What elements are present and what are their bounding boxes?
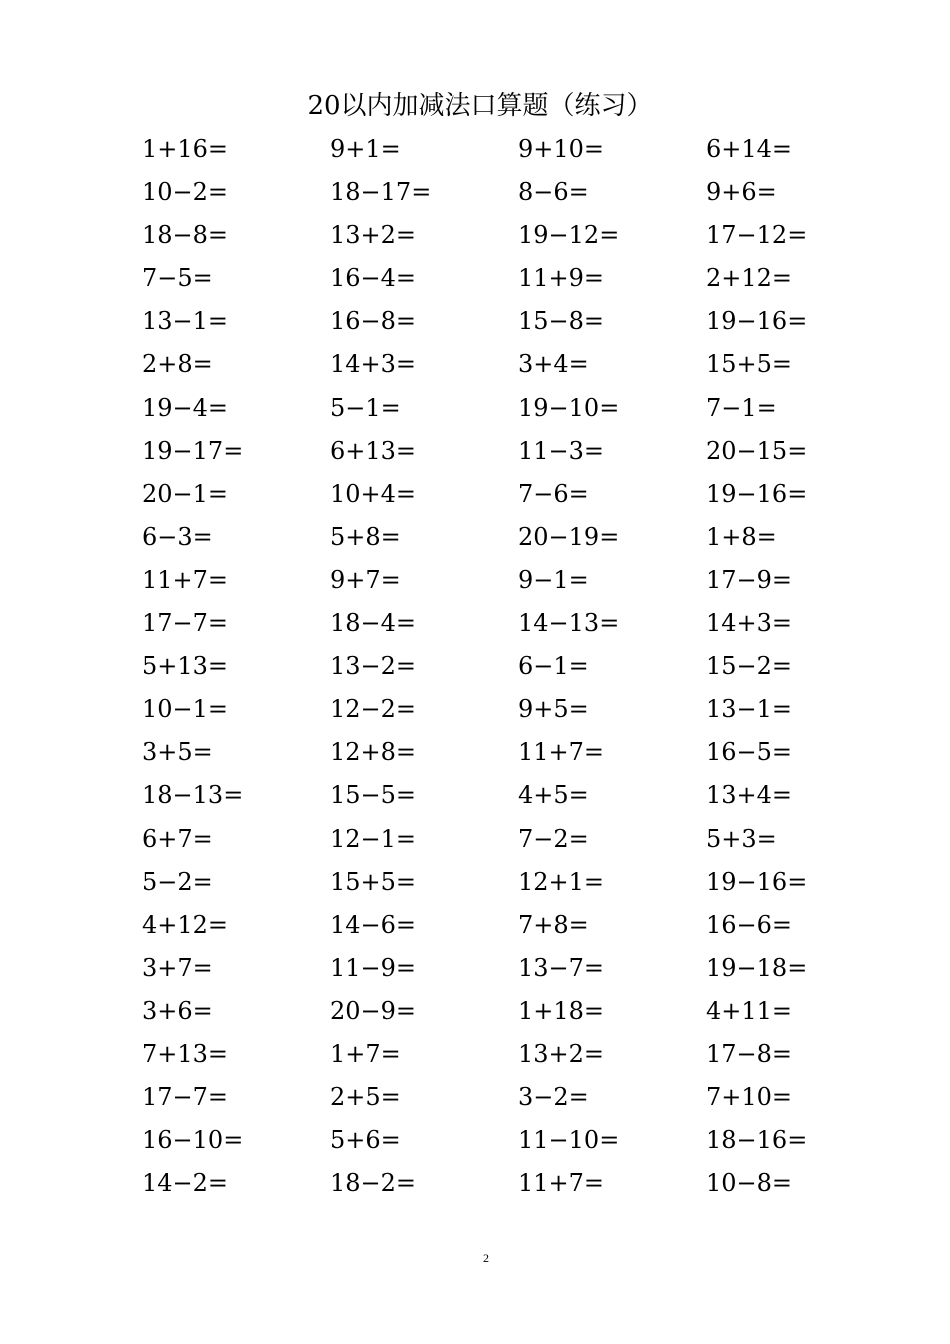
problem-cell: 2+12= bbox=[706, 264, 793, 293]
problem-cell: 7−1= bbox=[706, 393, 777, 422]
problem-cell: 16−5= bbox=[706, 738, 793, 767]
problem-cell: 12−2= bbox=[330, 695, 417, 724]
problem-cell: 2+8= bbox=[142, 350, 213, 379]
problem-cell: 3+6= bbox=[142, 996, 213, 1025]
problem-cell: 17−9= bbox=[706, 565, 793, 594]
problem-cell: 3+4= bbox=[518, 350, 589, 379]
problem-cell: 17−7= bbox=[142, 1083, 229, 1112]
problem-cell: 20−19= bbox=[518, 522, 620, 551]
problem-cell: 5−2= bbox=[142, 867, 213, 896]
problem-cell: 11−9= bbox=[330, 953, 417, 982]
problem-cell: 15−2= bbox=[706, 652, 793, 681]
problem-cell: 5+6= bbox=[330, 1126, 401, 1155]
problem-cell: 9+10= bbox=[518, 135, 605, 163]
problem-cell: 16−6= bbox=[706, 910, 793, 939]
problem-cell: 10−1= bbox=[142, 695, 229, 724]
problem-cell: 19−16= bbox=[706, 867, 808, 896]
problem-cell: 19−16= bbox=[706, 307, 808, 336]
problem-cell: 9+1= bbox=[330, 135, 401, 163]
problem-cell: 6−3= bbox=[142, 522, 213, 551]
problem-cell: 13+2= bbox=[518, 1039, 605, 1068]
problem-cell: 19−18= bbox=[706, 953, 808, 982]
problem-cell: 5+13= bbox=[142, 652, 229, 681]
problem-cell: 11−3= bbox=[518, 436, 605, 465]
page-title: 20以内加减法口算题（练习） bbox=[307, 91, 653, 121]
problem-cell: 4+11= bbox=[706, 996, 793, 1025]
problem-cell: 13−7= bbox=[518, 953, 605, 982]
problem-cell: 4+5= bbox=[518, 781, 589, 810]
problem-cell: 17−7= bbox=[142, 609, 229, 638]
problem-cell: 2+5= bbox=[330, 1083, 401, 1112]
problem-cell: 19−16= bbox=[706, 479, 808, 508]
problem-cell: 17−8= bbox=[706, 1039, 793, 1068]
problem-cell: 11−10= bbox=[518, 1126, 620, 1155]
problem-cell: 18−16= bbox=[706, 1126, 808, 1155]
problem-cell: 20−15= bbox=[706, 436, 808, 465]
problem-cell: 7+10= bbox=[706, 1083, 793, 1112]
problem-cell: 1+16= bbox=[142, 135, 229, 163]
problem-cell: 5+3= bbox=[706, 824, 777, 853]
problem-cell: 19−17= bbox=[142, 436, 244, 465]
problem-cell: 13−2= bbox=[330, 652, 417, 681]
problem-cell: 10−2= bbox=[142, 178, 229, 207]
problem-cell: 15−5= bbox=[330, 781, 417, 810]
problem-cell: 6−1= bbox=[518, 652, 589, 681]
problem-cell: 10−8= bbox=[706, 1169, 793, 1198]
problem-cell: 11+9= bbox=[518, 264, 605, 293]
problem-cell: 14+3= bbox=[330, 350, 417, 379]
problem-cell: 6+14= bbox=[706, 135, 793, 163]
problem-cell: 4+12= bbox=[142, 910, 229, 939]
problem-cell: 5−1= bbox=[330, 393, 401, 422]
problem-cell: 3−2= bbox=[518, 1083, 589, 1112]
problem-cell: 18−4= bbox=[330, 609, 417, 638]
page-number: 2 bbox=[483, 1251, 489, 1265]
problem-cell: 9+6= bbox=[706, 178, 777, 207]
problem-cell: 14−6= bbox=[330, 910, 417, 939]
problem-cell: 3+5= bbox=[142, 738, 213, 767]
problem-cell: 16−4= bbox=[330, 264, 417, 293]
problem-cell: 14−13= bbox=[518, 609, 620, 638]
problem-cell: 11+7= bbox=[142, 565, 229, 594]
problem-cell: 7−6= bbox=[518, 479, 589, 508]
problem-cell: 1+18= bbox=[518, 996, 605, 1025]
problem-cell: 1+8= bbox=[706, 522, 777, 551]
problem-cell: 14−2= bbox=[142, 1169, 229, 1198]
problem-cell: 14+3= bbox=[706, 609, 793, 638]
problem-cell: 7−2= bbox=[518, 824, 589, 853]
problem-cell: 15−8= bbox=[518, 307, 605, 336]
problem-cell: 11+7= bbox=[518, 1169, 605, 1198]
problem-cell: 12−1= bbox=[330, 824, 417, 853]
problem-cell: 16−10= bbox=[142, 1126, 244, 1155]
problem-cell: 7−5= bbox=[142, 264, 213, 293]
problem-cell: 18−8= bbox=[142, 221, 229, 250]
problem-cell: 6+7= bbox=[142, 824, 213, 853]
problem-cell: 9+5= bbox=[518, 695, 589, 724]
problem-cell: 11+7= bbox=[518, 738, 605, 767]
problem-cell: 19−4= bbox=[142, 393, 229, 422]
problem-cell: 15+5= bbox=[330, 867, 417, 896]
problem-cell: 13−1= bbox=[142, 307, 229, 336]
problem-cell: 18−17= bbox=[330, 178, 432, 207]
problem-cell: 13−1= bbox=[706, 695, 793, 724]
problem-cell: 5+8= bbox=[330, 522, 401, 551]
problem-cell: 6+13= bbox=[330, 436, 417, 465]
problem-cell: 12+8= bbox=[330, 738, 417, 767]
problem-cell: 19−12= bbox=[518, 221, 620, 250]
problem-cell: 13+2= bbox=[330, 221, 417, 250]
problem-cell: 9+7= bbox=[330, 565, 401, 594]
problem-cell: 7+8= bbox=[518, 910, 589, 939]
problem-cell: 17−12= bbox=[706, 221, 808, 250]
problem-cell: 19−10= bbox=[518, 393, 620, 422]
problem-cell: 7+13= bbox=[142, 1039, 229, 1068]
problem-cell: 3+7= bbox=[142, 953, 213, 982]
problem-cell: 13+4= bbox=[706, 781, 793, 810]
problem-cell: 18−2= bbox=[330, 1169, 417, 1198]
problem-cell: 20−9= bbox=[330, 996, 417, 1025]
problem-cell: 18−13= bbox=[142, 781, 244, 810]
problem-cell: 20−1= bbox=[142, 479, 229, 508]
problem-cell: 9−1= bbox=[518, 565, 589, 594]
problem-grid bbox=[142, 128, 894, 1205]
problem-cell: 1+7= bbox=[330, 1039, 401, 1068]
problem-cell: 8−6= bbox=[518, 178, 589, 207]
problem-cell: 10+4= bbox=[330, 479, 417, 508]
problem-cell: 15+5= bbox=[706, 350, 793, 379]
problem-cell: 16−8= bbox=[330, 307, 417, 336]
problem-cell: 12+1= bbox=[518, 867, 605, 896]
